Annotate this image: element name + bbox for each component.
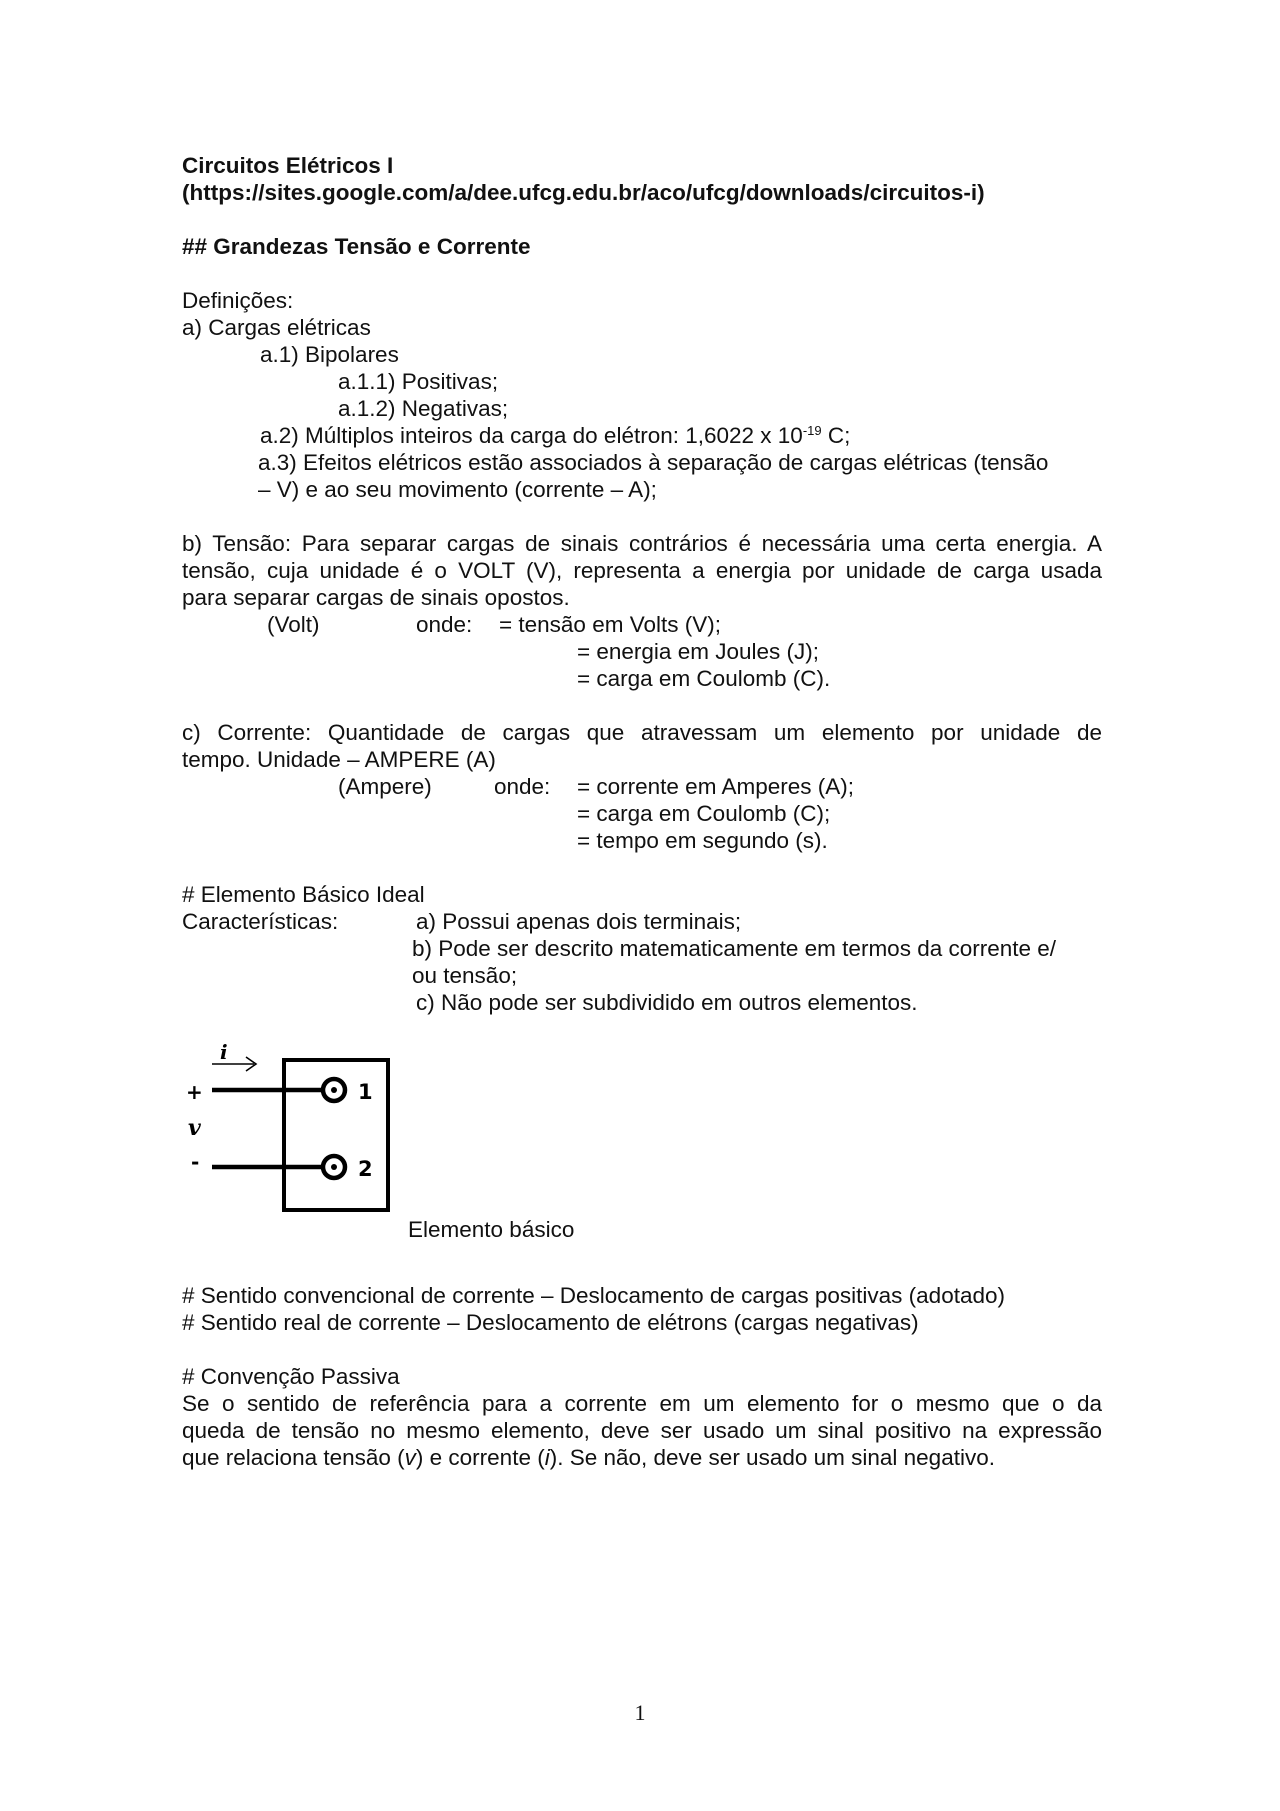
- minus-sign: -: [191, 1150, 200, 1174]
- tensao-unit: (Volt): [267, 612, 320, 637]
- terminal-1-dot: [331, 1087, 337, 1093]
- current-label: i: [220, 1042, 228, 1064]
- figure-caption: Elemento básico: [408, 1217, 575, 1242]
- terminal-2-label: 2: [358, 1157, 373, 1181]
- definition-a2-text: a.2) Múltiplos inteiros da carga do elétron: 1,6022 x 10: [260, 423, 803, 448]
- definition-a2: [182, 422, 1102, 449]
- corrente-def3: = tempo em segundo (s).: [577, 828, 828, 853]
- definition-a1: a.1) Bipolares: [260, 342, 399, 367]
- definition-a: a) Cargas elétricas: [182, 315, 371, 340]
- elemento-basico-figure: [182, 1042, 1102, 1255]
- tensao-line2: tensão, cuja unidade é o VOLT (V), representa a energia por unidade de carga usada: [182, 558, 1102, 583]
- terminal-2-dot: [331, 1164, 337, 1170]
- tensao-line3: para separar cargas de sinais opostos.: [182, 585, 570, 610]
- definitions-label: Definições:: [182, 288, 294, 313]
- convencao-line2: queda de tensão no mesmo elemento, deve ser usado um sinal positivo na expressão: [182, 1418, 1102, 1443]
- plus-sign: +: [186, 1080, 203, 1104]
- caracteristicas-label: Características:: [182, 909, 339, 934]
- corrente-def1: = corrente em Amperes (A);: [577, 774, 854, 799]
- terminal-1-label: 1: [358, 1080, 373, 1104]
- elemento-basico-diagram: [182, 1042, 402, 1222]
- corrente-formula-row: [182, 773, 1102, 800]
- caracteristica-c: c) Não pode ser subdividido em outros elementos.: [416, 990, 918, 1015]
- convencao-line3-part3: ). Se não, deve ser usado um sinal negativo.: [549, 1445, 995, 1470]
- corrente-line2: tempo. Unidade – AMPERE (A): [182, 747, 496, 772]
- corrente-onde: onde:: [494, 774, 551, 799]
- sentido-real: # Sentido real de corrente – Deslocamento de elétrons (cargas negativas): [182, 1310, 919, 1335]
- corrente-line1: c) Corrente: Quantidade de cargas que atravessam um elemento por unidade de: [182, 720, 1102, 745]
- convencao-heading: # Convenção Passiva: [182, 1364, 400, 1389]
- convencao-line3: [182, 1444, 1102, 1471]
- sentido-convencional: # Sentido convencional de corrente – Deslocamento de cargas positivas (adotado): [182, 1283, 1005, 1308]
- convencao-line1: Se o sentido de referência para a corrente em um elemento for o mesmo que o da: [182, 1391, 1102, 1416]
- voltage-label: v: [188, 1115, 201, 1141]
- definition-a3-line2: – V) e ao seu movimento (corrente – A);: [258, 477, 657, 502]
- definition-a12: a.1.2) Negativas;: [338, 396, 509, 421]
- convencao-voltage-symbol: v: [404, 1445, 416, 1470]
- tensao-line1: b) Tensão: Para separar cargas de sinais contrários é necessária uma certa energia. A: [182, 531, 1102, 556]
- tensao-def1: = tensão em Volts (V);: [499, 612, 721, 637]
- tensao-def2: = energia em Joules (J);: [577, 639, 819, 664]
- convencao-line3-part1: que relaciona tensão (: [182, 1445, 405, 1470]
- definition-a2-exponent: -19: [802, 423, 822, 438]
- caracteristica-a: a) Possui apenas dois terminais;: [416, 909, 742, 934]
- tensao-formula-row: [182, 611, 1102, 638]
- caracteristica-b-line1: b) Pode ser descrito matematicamente em termos da corrente e/: [412, 936, 1057, 961]
- document-title: Circuitos Elétricos I: [182, 153, 394, 178]
- page-content: [182, 152, 1102, 1471]
- convencao-current-symbol: i: [544, 1445, 550, 1470]
- elemento-heading: # Elemento Básico Ideal: [182, 882, 425, 907]
- definition-a3-line1: a.3) Efeitos elétricos estão associados à separação de cargas elétricas (tensão: [258, 450, 1049, 475]
- corrente-unit: (Ampere): [338, 774, 432, 799]
- corrente-def2: = carga em Coulomb (C);: [577, 801, 831, 826]
- convencao-line3-part2: ) e corrente (: [415, 1445, 545, 1470]
- tensao-onde: onde:: [416, 612, 473, 637]
- tensao-def3: = carga em Coulomb (C).: [577, 666, 831, 691]
- definition-a2-unit: C;: [821, 423, 851, 448]
- definition-a11: a.1.1) Positivas;: [338, 369, 499, 394]
- caracteristicas-row: [182, 908, 1102, 935]
- page-number: 1: [634, 1700, 646, 1725]
- section-heading: ## Grandezas Tensão e Corrente: [182, 234, 531, 259]
- source-url: (https://sites.google.com/a/dee.ufcg.edu.br/aco/ufcg/downloads/circuitos-i): [182, 180, 985, 205]
- caracteristica-b-line2: ou tensão;: [412, 963, 518, 988]
